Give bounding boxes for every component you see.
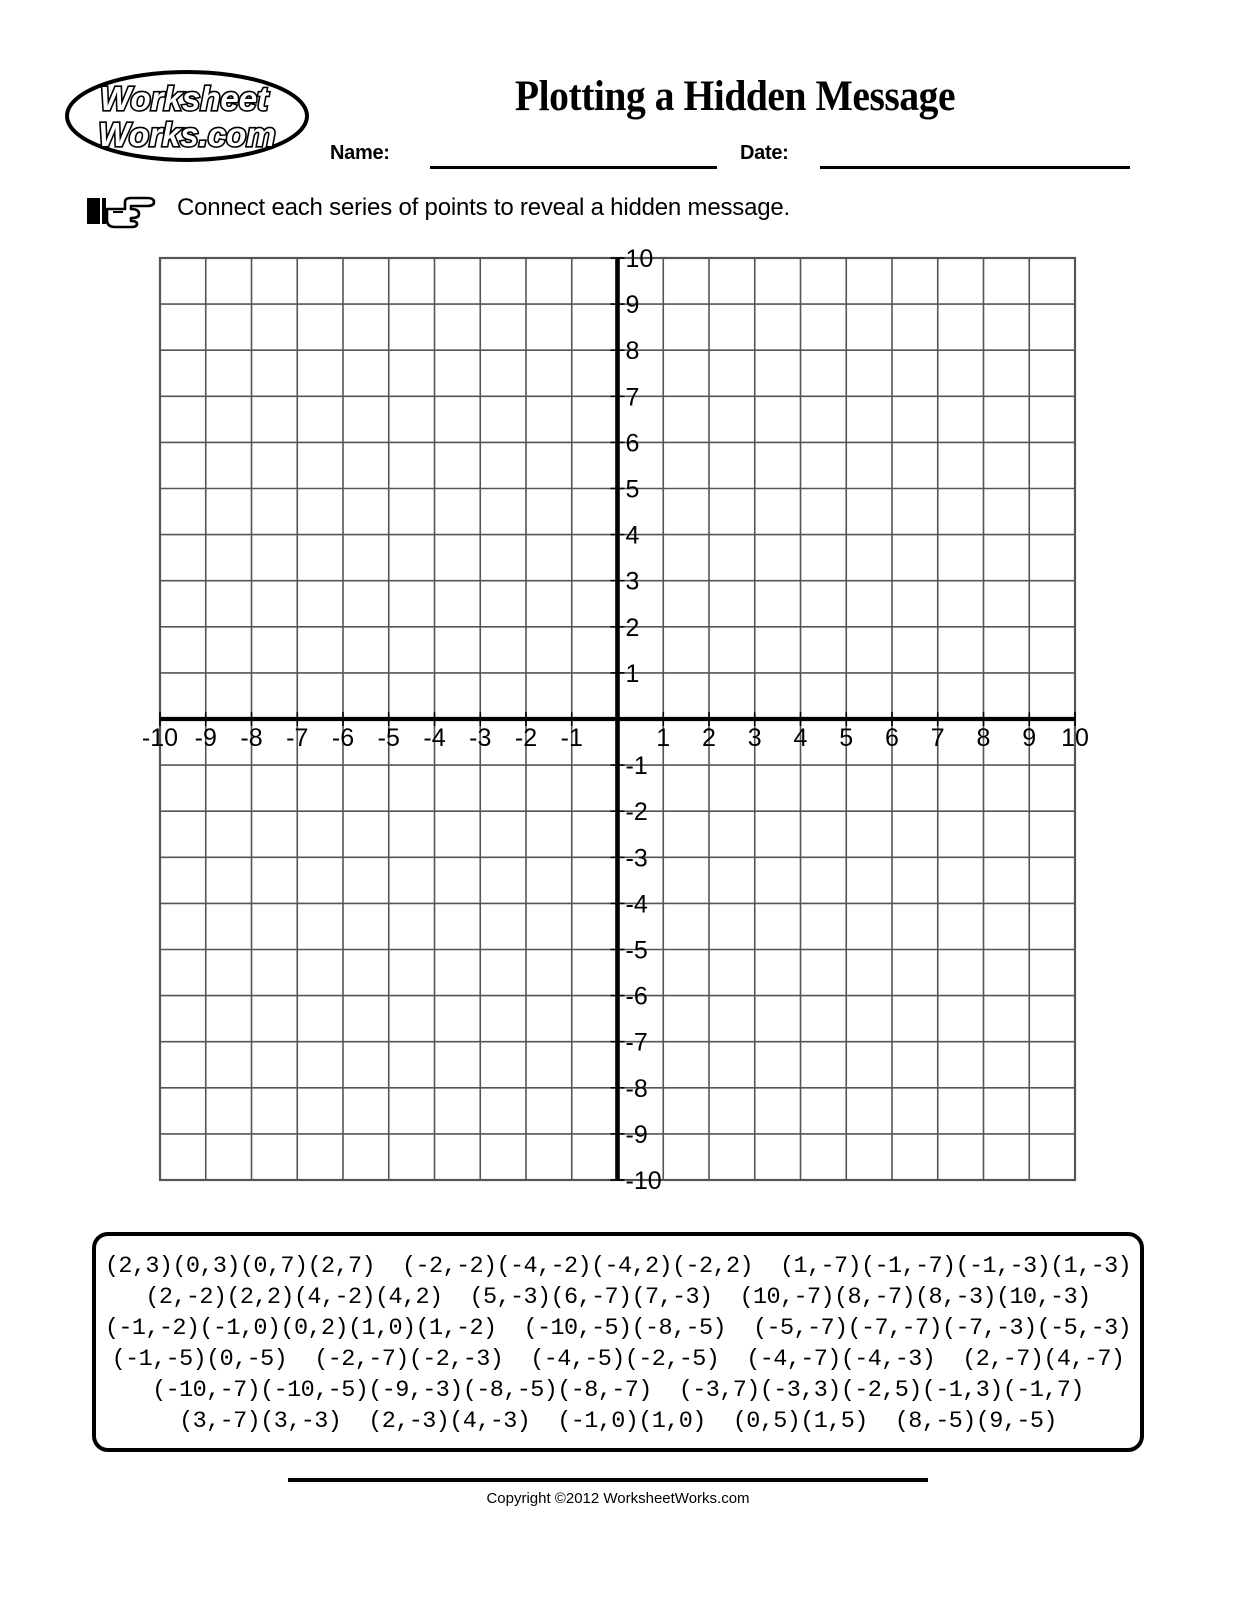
coordinate-line: (2,-2)(2,2)(4,-2)(4,2) (5,-3)(6,-7)(7,-3) (10,-7)(8,-7)(8,-3)(10,-3) <box>145 1284 1091 1311</box>
svg-text:-2: -2 <box>625 798 648 827</box>
svg-text:-9: -9 <box>194 724 217 752</box>
svg-text:-8: -8 <box>240 724 263 752</box>
footer-divider <box>288 1478 928 1482</box>
svg-text:7: 7 <box>625 383 640 412</box>
svg-text:-5: -5 <box>625 936 648 965</box>
svg-text:5: 5 <box>839 724 854 752</box>
svg-text:10: 10 <box>625 245 654 273</box>
svg-text:8: 8 <box>976 724 991 752</box>
coordinate-line: (2,3)(0,3)(0,7)(2,7) (-2,-2)(-4,-2)(-4,2)(-2,2) (1,-7)(-1,-7)(-1,-3)(1,-3) <box>104 1253 1132 1280</box>
svg-text:-3: -3 <box>469 724 492 752</box>
instruction-text: Connect each series of points to reveal a hidden message. <box>177 194 790 221</box>
svg-text:10: 10 <box>1061 724 1089 752</box>
coordinate-grid[interactable] <box>140 243 1100 1203</box>
svg-text:7: 7 <box>930 724 945 752</box>
svg-text:-8: -8 <box>625 1074 648 1103</box>
svg-text:3: 3 <box>747 724 762 752</box>
svg-text:-10: -10 <box>141 724 179 752</box>
svg-text:-4: -4 <box>625 890 648 919</box>
svg-text:-4: -4 <box>423 724 446 752</box>
svg-text:-3: -3 <box>625 844 648 873</box>
svg-text:1: 1 <box>625 659 640 688</box>
page-title: Plotting a Hidden Message <box>514 73 956 120</box>
svg-text:5: 5 <box>625 475 640 504</box>
svg-text:-9: -9 <box>625 1120 648 1149</box>
svg-text:-1: -1 <box>560 724 583 752</box>
svg-text:6: 6 <box>625 429 640 458</box>
worksheetworks-logo <box>62 68 312 164</box>
svg-text:2: 2 <box>625 613 640 642</box>
pointing-hand-icon <box>85 193 157 231</box>
svg-text:-6: -6 <box>331 724 355 752</box>
svg-text:-1: -1 <box>625 752 648 781</box>
svg-text:6: 6 <box>885 724 899 752</box>
svg-text:-2: -2 <box>514 724 538 752</box>
coordinate-line: (3,-7)(3,-3) (2,-3)(4,-3) (-1,0)(1,0) (0,5)(1,5) (8,-5)(9,-5) <box>179 1408 1057 1435</box>
svg-text:-10: -10 <box>625 1167 662 1195</box>
svg-text:-7: -7 <box>286 724 309 752</box>
worksheet-header <box>0 0 1236 185</box>
svg-text:-6: -6 <box>625 982 648 1011</box>
coordinate-line: (-1,-2)(-1,0)(0,2)(1,0)(1,-2) (-10,-5)(-8,-5) (-5,-7)(-7,-7)(-7,-3)(-5,-3) <box>104 1315 1132 1342</box>
svg-text:8: 8 <box>625 337 640 366</box>
svg-text:3: 3 <box>625 567 640 596</box>
svg-text:-5: -5 <box>377 724 400 752</box>
coordinate-line: (-1,-5)(0,-5) (-2,-7)(-2,-3) (-4,-5)(-2,-5) (-4,-7)(-4,-3) (2,-7)(4,-7) <box>111 1346 1125 1373</box>
logo-line-1: Worksheet <box>99 80 269 117</box>
svg-text:4: 4 <box>793 724 808 752</box>
worksheet-footer <box>0 1478 1236 1558</box>
date-input-rule[interactable] <box>820 166 1130 169</box>
copyright-text: Copyright ©2012 WorksheetWorks.com <box>486 1490 750 1507</box>
name-label: Name: <box>330 142 390 164</box>
instruction-row <box>85 193 1145 233</box>
coordinate-list-box <box>92 1232 1144 1452</box>
svg-text:9: 9 <box>1022 724 1037 752</box>
svg-text:2: 2 <box>702 724 716 752</box>
name-date-row <box>330 142 1140 174</box>
svg-text:-7: -7 <box>625 1028 648 1057</box>
date-label: Date: <box>740 142 789 164</box>
svg-text:1: 1 <box>656 724 671 752</box>
logo-line-2: Works.com <box>98 116 276 153</box>
svg-text:4: 4 <box>625 521 640 550</box>
svg-text:9: 9 <box>625 291 640 320</box>
coordinate-line: (-10,-7)(-10,-5)(-9,-3)(-8,-5)(-8,-7) (-3,7)(-3,3)(-2,5)(-1,3)(-1,7) <box>152 1377 1084 1404</box>
name-input-rule[interactable] <box>430 166 717 169</box>
